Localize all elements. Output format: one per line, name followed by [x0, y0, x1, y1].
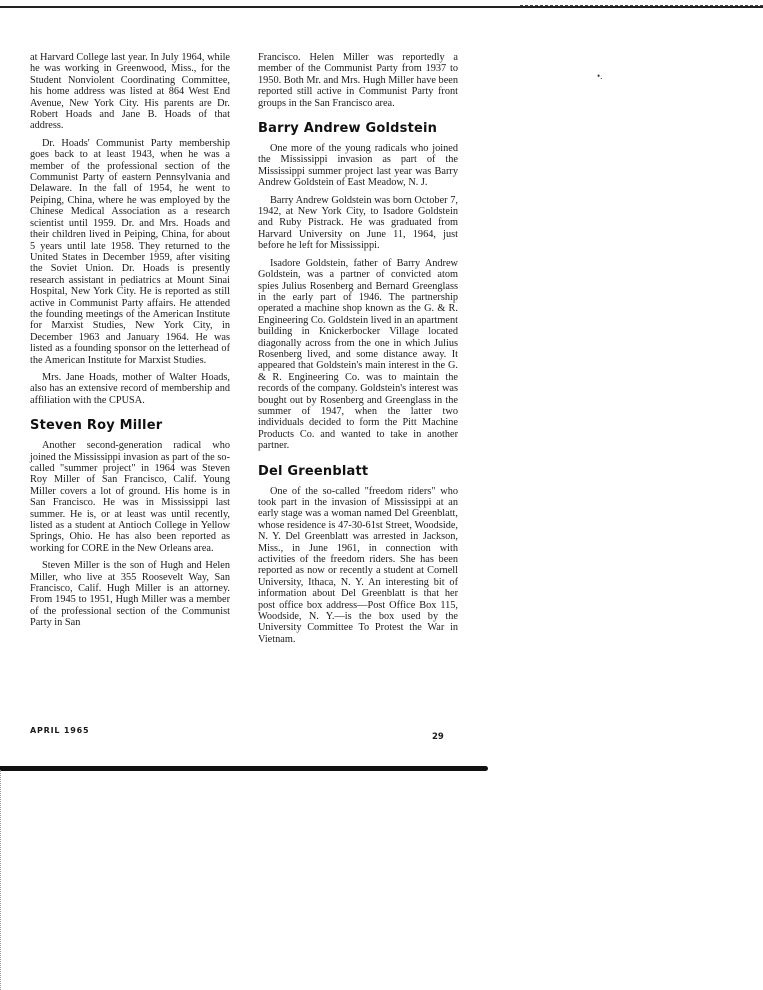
page-number: 29 — [432, 732, 444, 742]
left-column — [30, 52, 230, 635]
paragraph: One more of the young radicals who joined the Mississippi invasion as part of the Mississippi summer project last year was Barry Andrew Goldstein of East Meadow, N. J. — [258, 143, 458, 189]
paragraph: Dr. Hoads' Communist Party membership goes back to at least 1943, when he was a member of the professional section of the Communist Party of eastern Pennsylvania and Delaware. In the fall of 1954, he went to Peiping, China, where he was employed by the Chinese Medical Association as a research scientist until 1959. Dr. and Mrs. Hoads and their children lived in Peiping, China, for about 5 years until late 1958. They returned to the United States in December 1959, after visiting the Soviet Union. Dr. Hoads is presently research assistant in pediatrics at Mount Sinai Hospital, New York City. He is reported as still active in Communist Party affairs. He attended the founding meetings of the American Institute for Marxist Studies, New York City, in December 1963 and January 1964. He was listed as a founding sponsor on the letterhead of the American Institute for Marxist Studies. — [30, 137, 230, 366]
section-heading: Barry Andrew Goldstein — [258, 121, 438, 137]
right-column — [258, 52, 458, 651]
paragraph: Francisco. Helen Miller was reportedly a member of the Communist Party from 1937 to 1950. Both Mr. and Mrs. Hugh Miller have been reported still active in Communist Party front groups in the San Francisco area. — [258, 52, 458, 109]
section-heading: Del Greenblatt — [258, 463, 369, 479]
paragraph: One of the so-called "freedom riders" who took part in the invasion of Mississippi at an early stage was a woman named Del Greenblatt, whose residence is 47-30-61st Street, Woodside, N. Y. Del Greenblatt was arrested in Jackson, Miss., in June 1961, in connection with activities of the freedom riders. She has been reported as now or recently a student at Cornell University, Ithaca, N. Y. An interesting bit of information about Del Greenblatt is that her post office box address—Post Office Box 115, Woodside, N. Y.—is the box used by the University Committee To Protest the War in Vietnam. — [258, 485, 458, 645]
paragraph: Mrs. Jane Hoads, mother of Walter Hoads, also has an extensive record of membership and affiliation with the CPUSA. — [30, 371, 230, 406]
top-rule — [0, 6, 763, 8]
footer-date: APRIL 1965 — [30, 726, 90, 735]
paragraph: at Harvard College last year. In July 1964, while he was working in Greenwood, Miss., for the Student Nonviolent Coordinating Committee, his home address was listed at 864 West End Avenue, New York City. His parents are Dr. Robert Hoads and Jane B. Hoads of that address. — [30, 52, 230, 132]
section-heading: Steven Roy Miller — [30, 418, 163, 434]
scan-edge — [0, 770, 2, 990]
margin-mark: •. — [597, 71, 603, 81]
paragraph: Steven Miller is the son of Hugh and Helen Miller, who live at 355 Roosevelt Way, San Francisco, Calif. Hugh Miller is an attorney. From 1945 to 1951, Hugh Miller was a member of the professional section of the Communist Party in San — [30, 560, 230, 629]
paragraph: Isadore Goldstein, father of Barry Andrew Goldstein, was a partner of convicted atom spies Julius Rosenberg and Bernard Greenglass in the early part of 1946. The partnership operated a machine shop known as the G. & R. Engineering Co. Goldstein lived in an apartment building in Knickerbocker Village located diagonally across from the one in which Julius Rosenberg lived, and some distance away. It appeared that Goldstein's main interest in the G. & R. Engineering Co. was to maintain the records of the company. Goldstein's interest was bought out by Rosenberg and Greenglass in the summer of 1947, when the latter two individuals decided to form the Pitt Machine Products Co. and wanted to take in another partner. — [258, 257, 458, 452]
top-rule-dashed — [520, 5, 763, 6]
paragraph: Another second-generation radical who joined the Mississippi invasion as part of the so-called "summer project" in 1964 was Steven Roy Miller of San Francisco, Calif. Young Miller covers a lot of ground. His home is in San Francisco. He was in Mississippi last summer. He is, or at least was until recently, listed as a student at Antioch College in Yellow Springs, Ohio. He has also been reported as working for CORE in the New Orleans area. — [30, 440, 230, 554]
paragraph: Barry Andrew Goldstein was born October 7, 1942, at New York City, to Isadore Goldstein and Ruby Pistrack. He was graduated from Harvard University on June 11, 1964, just before he left for Mississippi. — [258, 194, 458, 252]
bottom-rule — [0, 766, 488, 771]
